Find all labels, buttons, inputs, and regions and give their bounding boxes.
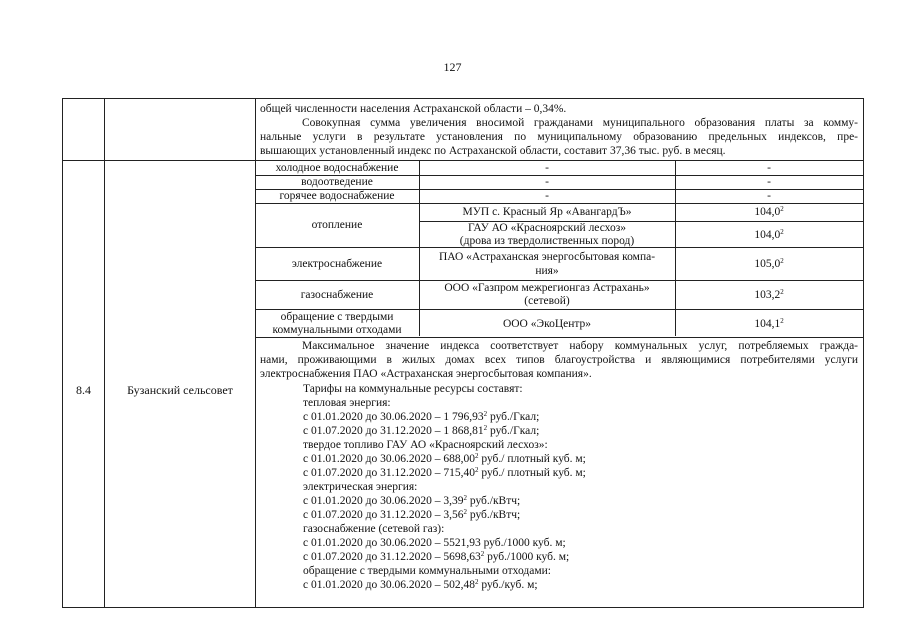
service-name: электроснабжение [291,258,383,270]
note-paragraph-line: электроснабжения ПАО «Астраханская энергосбытовая компания». [260,368,592,380]
provider-name: ПАО «Астраханская энергосбытовая компа- [438,251,656,263]
tariff-line: газоснабжение (сетевой газ): [303,523,445,535]
index-value: - [767,190,771,202]
tariff-line: с 01.07.2020 до 31.12.2020 – 5698,63$^2$ руб./1000 куб. м; [303,550,570,563]
top-paragraph-line: нальные услуги в результате установления по муниципальному образованию предельных индексов, пре- [260,131,858,143]
service-name: газоснабжение [300,289,374,301]
tariff-table [62,98,864,608]
municipality-name: Бузанский сельсовет [127,383,233,397]
provider-name: ния» [535,265,559,277]
provider-name: (сетевой) [524,295,570,307]
top-text-line: общей численности населения Астраханской области – 0,34%. [260,103,567,115]
tariff-line: тепловая энергия: [303,397,391,409]
index-value: 104,0$^2$ [754,205,784,218]
tariff-line: с 01.07.2020 до 31.12.2020 – 3,56$^2$ руб./кВтч; [303,508,521,521]
page-number: 127 [443,60,462,74]
index-value: - [767,176,771,188]
service-name: отопление [311,219,363,231]
provider-name: ГАУ АО «Красноярский лесхоз» [467,222,627,234]
tariff-line: Тарифы на коммунальные ресурсы составят: [303,383,523,395]
top-paragraph-line: вышающих установленный индекс по Астраханской области, составит 37,36 тыс. руб. в месяц. [260,145,726,157]
note-paragraph-line: Максимальное значение индекса соответствует набору коммунальных услуг, потребляемых гражда- [302,340,858,352]
provider-name: - [545,162,549,174]
tariff-line: с 01.01.2020 до 30.06.2020 – 502,48$^2$ руб./куб. м; [303,578,538,591]
column-divider [104,99,105,607]
tariff-line: с 01.01.2020 до 30.06.2020 – 1 796,93$^2$ руб./Гкал; [303,410,540,423]
note-paragraph-line: нами, проживающими в жилых домах всех типов благоустройства и являющимися потребителями услуги [260,354,858,366]
provider-name: - [545,176,549,188]
tariff-line: с 01.01.2020 до 30.06.2020 – 5521,93 руб./1000 куб. м; [303,537,566,549]
service-name: обращение с твердыми [280,311,394,323]
tariff-line: с 01.07.2020 до 31.12.2020 – 1 868,81$^2$ руб./Гкал; [303,424,540,437]
row-number: 8.4 [76,383,91,397]
row-divider [255,337,863,338]
tariff-line: электрическая энергия: [303,481,418,493]
service-name: водоотведение [301,176,373,188]
top-paragraph-line: Совокупная сумма увеличения вносимой гражданами муниципального образования платы за комму- [302,117,858,129]
index-value: 103,2$^2$ [754,288,784,301]
index-value: 104,0$^2$ [754,228,784,241]
provider-name: ООО «ЭкоЦентр» [502,318,592,330]
tariff-line: с 01.01.2020 до 30.06.2020 – 688,00$^2$ руб./ плотный куб. м; [303,452,586,465]
index-value: - [767,162,771,174]
service-name: горячее водоснабжение [279,190,395,202]
tariff-line: обращение с твердыми коммунальными отходами: [303,565,551,577]
row-divider [255,203,863,204]
service-name: коммунальными отходами [272,324,402,336]
provider-name: - [545,190,549,202]
tariff-line: с 01.01.2020 до 30.06.2020 – 3,39$^2$ руб./кВтч; [303,494,521,507]
tariff-line: твердое топливо ГАУ АО «Красноярский лесхоз»: [303,439,548,451]
provider-name: МУП с. Красный Яр «АвангардЪ» [462,206,632,218]
provider-name: (дрова из твердолиственных пород) [459,235,635,247]
service-name: холодное водоснабжение [275,162,399,174]
tariff-line: с 01.07.2020 до 31.12.2020 – 715,40$^2$ руб./ плотный куб. м; [303,466,586,479]
provider-name: ООО «Газпром межрегионгаз Астрахань» [444,282,650,294]
index-value: 105,0$^2$ [754,257,784,270]
index-value: 104,1$^2$ [754,317,784,330]
